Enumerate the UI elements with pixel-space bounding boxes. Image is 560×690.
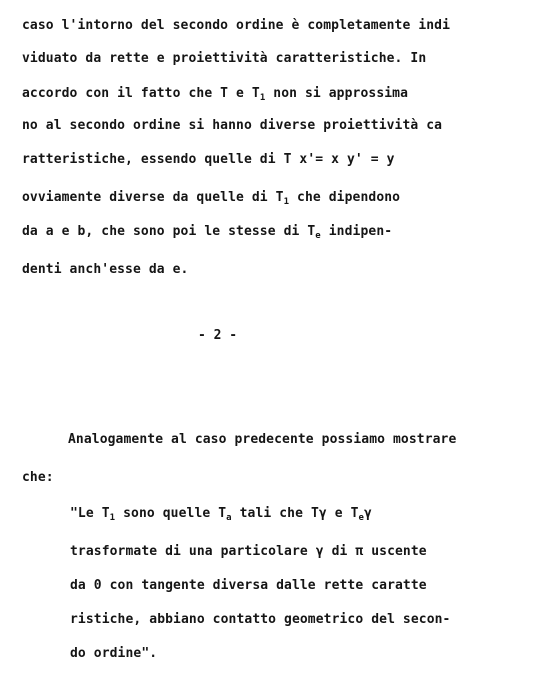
text-line: da a e b, che sono poi le stesse di $T_e$ indipen- <box>22 224 393 241</box>
quote-line: "Le $T_1$ sono quelle $T_a$ tali che Tγ e $T_e\gamma$ <box>70 506 372 523</box>
text-line: accordo con il fatto che T e $T_1$ non si approssima <box>22 86 409 103</box>
text-line: caso l'intorno del secondo ordine è completamente indi <box>22 18 451 33</box>
text-line: ovviamente diverse da quelle di $T_1$ che dipendono <box>22 190 401 207</box>
text-line: che: <box>22 470 54 485</box>
text-line: Analogamente al caso predecente possiamo mostrare <box>68 432 457 447</box>
quote-line: ristiche, abbiano contatto geometrico del secon- <box>70 612 451 627</box>
text-line: denti anch'esse da e. <box>22 262 189 277</box>
text-line: ratteristiche, essendo quelle di T x'= x y' = y <box>22 152 395 167</box>
quote-line: da 0 con tangente diversa dalle rette caratte <box>70 578 427 593</box>
page-number: - 2 - <box>198 328 238 343</box>
quote-line: do ordine". <box>70 646 158 661</box>
quote-line: trasformate di una particolare γ di π uscente <box>70 544 427 559</box>
text-line: viduato da rette e proiettività caratteristiche. In <box>22 51 427 66</box>
text-line: no al secondo ordine si hanno diverse proiettività ca <box>22 118 443 133</box>
